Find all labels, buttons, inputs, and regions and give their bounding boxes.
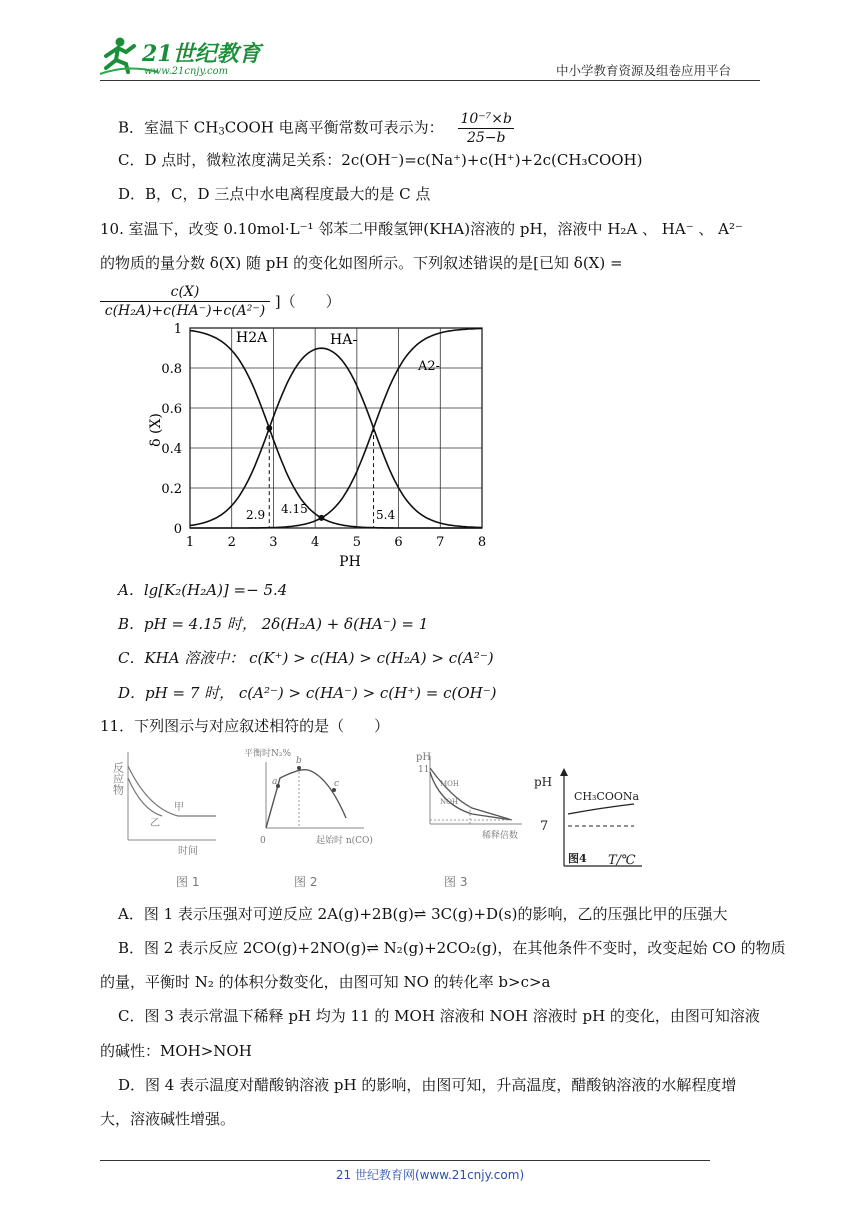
q11-option-b-line2: 的量，平衡时 N₂ 的体积分数变化，由图可知 NO 的转化率 b>c>a [100, 973, 551, 991]
intersection-point-4-15 [318, 515, 324, 521]
q9-fraction: $\frac{\text{10⁻⁷×b}}{25-b}$ [460, 111, 512, 146]
svg-text:www.21cnjy.com: www.21cnjy.com [144, 66, 229, 77]
x-tick-label: 7 [436, 535, 445, 550]
svg-text:7: 7 [540, 819, 549, 834]
svg-text:CH₃COONa: CH₃COONa [574, 790, 640, 803]
y-axis-label: δ (X) [148, 413, 164, 447]
series-label-a2: A2- [418, 359, 441, 374]
y-tick-label: 0.4 [161, 442, 182, 457]
svg-text:稀释倍数: 稀释倍数 [482, 831, 519, 841]
svg-text:乙: 乙 [150, 818, 160, 829]
q11-option-c-line1: C．图 3 表示常温下稀释 pH 均为 11 的 MOH 溶液和 NOH 溶液时 pH 的变化，由图可知溶液 [118, 1007, 760, 1025]
y-tick-label: 0.8 [161, 362, 182, 377]
svg-text:0: 0 [260, 836, 266, 846]
svg-text:c: c [334, 779, 340, 789]
q11-option-d-line2: 大，溶液碱性增强。 [100, 1110, 236, 1128]
x-tick-label: 6 [394, 535, 403, 550]
q10-stem-line1: 10. 室温下，改变 0.10mol·L⁻¹ 邻苯二甲酸氢钾(KHA)溶液的 pH，溶液中 H₂A 、 HA⁻ 、 A²⁻ [100, 220, 743, 238]
svg-text:a: a [272, 777, 278, 787]
svg-text:b: b [296, 756, 302, 766]
x-tick-label: 4 [311, 535, 320, 550]
q10-stem-fraction: $\frac{c(X)}{\text{c(H₂A)+c(HA⁻)+c(A²⁻)}}$ ]（ ） [100, 283, 341, 320]
svg-text:11: 11 [418, 765, 430, 775]
y-tick-label: 0.6 [161, 402, 182, 417]
q10-option-a: A．lg[K₂(H₂A)] =− 5.4 [118, 581, 288, 599]
series-label-ha: HA- [330, 332, 358, 348]
svg-text:起始时 n(CO): 起始时 n(CO) [316, 836, 373, 846]
y-tick-label: 0.2 [161, 482, 182, 497]
q10-option-b: B．pH = 4.15 时， 2δ(H₂A) + δ(HA⁻) = 1 [118, 615, 429, 633]
annotation-5-4: 5.4 [376, 508, 396, 522]
x-tick-label: 5 [352, 535, 361, 550]
q11-option-b-line1: B．图 2 表示反应 2CO(g)+2NO(g)⇌ N₂(g)+2CO₂(g)，在其他条件不变时，改变起始 CO 的物质 [118, 939, 786, 957]
svg-text:图4: 图4 [568, 852, 587, 865]
q11-option-d-line1: D．图 4 表示温度对醋酸钠溶液 pH 的影响，由图可知，升高温度，醋酸钠溶液的水解程度增 [118, 1076, 737, 1094]
plot-frame [190, 328, 482, 528]
site-logo [98, 34, 268, 78]
svg-text:时间: 时间 [178, 846, 198, 857]
svg-text:图 2: 图 2 [294, 875, 318, 889]
intersection-point-2-9 [266, 425, 272, 431]
q11-option-a: A．图 1 表示压强对可逆反应 2A(g)+2B(g)⇌ 3C(g)+D(s)的影响，乙的压强比甲的压强大 [118, 905, 728, 923]
svg-text:pH: pH [416, 752, 432, 763]
q11-option-c-line2: 的碱性：MOH>NOH [100, 1042, 252, 1060]
svg-text:反应物: 反应物 [111, 762, 125, 795]
curve-ha [190, 348, 482, 527]
footer-site-link[interactable]: 21 世纪教育网(www.21cnjy.com) [335, 1168, 525, 1182]
footer-divider [100, 1160, 710, 1161]
header-platform-name: 中小学教育资源及组卷应用平台 [556, 63, 732, 78]
y-tick-label: 1 [173, 322, 182, 337]
x-axis-label: PH [339, 554, 361, 570]
y-tick-label: 0 [173, 522, 182, 537]
svg-text:平衡时N₂%: 平衡时N₂% [244, 749, 292, 759]
svg-text:MOH: MOH [440, 780, 460, 788]
x-tick-label: 8 [477, 535, 487, 550]
svg-text:图 3: 图 3 [444, 875, 468, 889]
q9-option-c: C．D 点时，微粒浓度满足关系：2c(OH⁻)=c(Na⁺)+c(H⁺)+2c(CH₃COOH) [118, 151, 643, 169]
x-tick-label: 2 [227, 535, 236, 550]
svg-text:甲: 甲 [174, 802, 184, 813]
svg-text:21世纪教育: 21世纪教育 [142, 41, 261, 67]
q9-option-d: D．B，C，D 三点中水电离程度最大的是 C 点 [118, 185, 431, 203]
annotation-4-15: 4.15 [281, 502, 308, 516]
q10-option-d: D．pH = 7 时， c(A²⁻) > c(HA⁻) > c(H⁺) = c(OH⁻) [118, 684, 497, 702]
x-tick-label: 3 [269, 535, 278, 550]
header-divider [100, 80, 760, 81]
svg-text:pH: pH [534, 775, 553, 789]
svg-text:NOH: NOH [440, 798, 458, 806]
q11-figure-2 [238, 748, 373, 893]
svg-text:图 1: 图 1 [176, 875, 200, 889]
series-label-h2a: H2A [236, 330, 268, 346]
q11-figure-3 [412, 748, 527, 893]
q10-option-c: C．KHA 溶液中： c(K⁺) > c(HA) > c(H₂A) > c(A²⁻) [118, 649, 494, 667]
annotation-2-9: 2.9 [246, 508, 266, 522]
q10-stem-line2: 的物质的量分数 δ(X) 随 pH 的变化如图所示。下列叙述错误的是[已知 δ(X) = [100, 254, 623, 272]
q10-distribution-chart [150, 318, 510, 573]
q11-figure-4 [530, 766, 650, 876]
q11-figure-1 [111, 748, 218, 893]
q11-stem: 11．下列图示与对应叙述相符的是（ ） [100, 717, 390, 735]
q9-option-b: B．室温下 $CH_3COOH$ 电离平衡常数可表示为： $\frac{\text{10⁻⁷×b}}{25-b}$ [118, 111, 512, 146]
svg-text:T/℃: T/℃ [608, 853, 636, 868]
x-tick-label: 1 [185, 535, 195, 550]
